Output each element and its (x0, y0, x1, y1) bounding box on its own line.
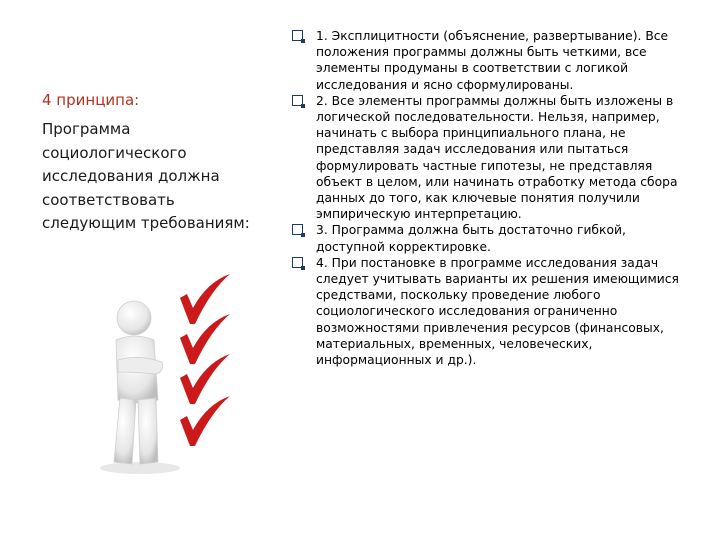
person-with-checkmarks-icon (92, 268, 252, 478)
principle-text: 2. Все элементы программы должны быть изложены в логической последовательности. Нельзя, например, начинать с выбора принципиального плана, не представляя задач исследования или пытаться формулировать частные гипотезы, не представляя объект в целом, или начинать отработку метода сбора данных до того, как ключевые понятия получили эмпирическую интерпретацию. (316, 93, 678, 222)
list-item (292, 222, 692, 254)
principles-list (292, 28, 692, 368)
square-bullet-icon (292, 30, 303, 41)
principles-heading: 4 принципа: (42, 91, 140, 109)
intro-text: Программа социологического исследования должна соответствовать следующим требованиям: (42, 120, 250, 232)
principle-text: 1. Эксплицитности (объяснение, развертывание). Все положения программы должны быть четкими, все элементы продуманы в соответствии с логикой исследования и ясно сформулированы. (316, 29, 669, 92)
square-bullet-icon (292, 257, 303, 268)
list-item (292, 93, 692, 223)
square-bullet-icon (292, 224, 303, 235)
principle-text: 4. При постановке в программе исследования задач следует учитывать варианты их решения имеющимися средствами, поскольку проведение любого социологического исследования ограниченно возможностями привлечения ресурсов (финансовых, материальных, временных, человеческих, информационных и др.). (316, 255, 679, 368)
list-item (292, 255, 692, 368)
principle-text: 3. Программа должна быть достаточно гибкой, доступной корректировке. (316, 223, 626, 254)
list-item (292, 28, 692, 93)
square-bullet-icon (292, 95, 303, 106)
